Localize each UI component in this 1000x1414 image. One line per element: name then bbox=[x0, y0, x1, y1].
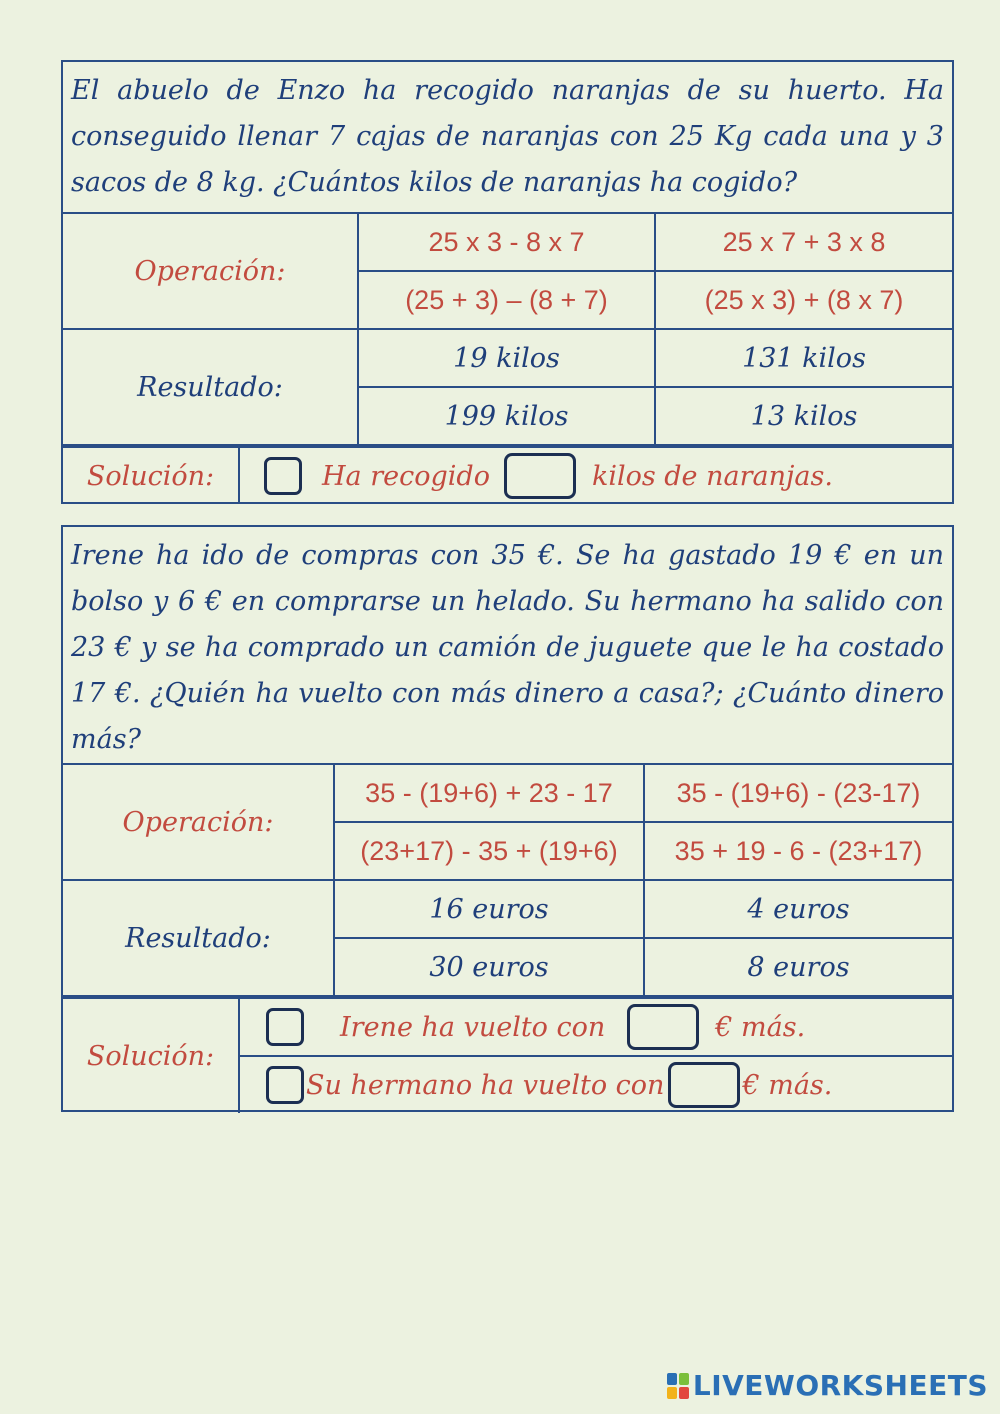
result-option[interactable]: 199 kilos bbox=[359, 388, 656, 446]
solution-sentence-2 bbox=[240, 1057, 952, 1113]
problem-1-table bbox=[63, 212, 952, 446]
liveworksheets-logo bbox=[667, 1369, 988, 1402]
brand-name: LIVEWORKSHEETS bbox=[692, 1369, 988, 1402]
operation-option[interactable]: (25 + 3) – (8 + 7) bbox=[359, 272, 656, 330]
operation-option[interactable]: 35 - (19+6) - (23-17) bbox=[645, 765, 952, 823]
solution-checkbox[interactable] bbox=[264, 457, 302, 495]
solution-text-after: € más. bbox=[715, 1011, 806, 1043]
result-option[interactable]: 131 kilos bbox=[656, 330, 952, 388]
solution-checkbox[interactable] bbox=[266, 1066, 304, 1104]
result-option[interactable]: 4 euros bbox=[645, 881, 952, 939]
liveworksheets-logo-icon bbox=[667, 1373, 689, 1399]
result-label: Resultado: bbox=[63, 881, 335, 997]
solution-text: Irene ha vuelto con bbox=[340, 1011, 606, 1043]
operation-option[interactable]: 35 + 19 - 6 - (23+17) bbox=[645, 823, 952, 881]
solution-checkbox[interactable] bbox=[266, 1008, 304, 1046]
operation-option[interactable]: 35 - (19+6) + 23 - 17 bbox=[335, 765, 645, 823]
problem-2-solution-rows bbox=[63, 997, 952, 1113]
problem-1-statement: El abuelo de Enzo ha recogido naranjas de su huerto. Ha conseguido llenar 7 cajas de naranjas con 25 Kg cada una y 3 sacos de 8 kg. ¿Cuántos kilos de naranjas ha cogido? bbox=[71, 75, 944, 198]
operation-option[interactable]: (23+17) - 35 + (19+6) bbox=[335, 823, 645, 881]
solution-label: Solución: bbox=[63, 999, 240, 1113]
result-option[interactable]: 8 euros bbox=[645, 939, 952, 997]
operation-option[interactable]: 25 x 3 - 8 x 7 bbox=[359, 214, 656, 272]
solution-sentence bbox=[240, 448, 952, 504]
result-option[interactable]: 16 euros bbox=[335, 881, 645, 939]
answer-input[interactable] bbox=[627, 1004, 699, 1050]
result-option[interactable]: 19 kilos bbox=[359, 330, 656, 388]
solution-text: Ha recogido bbox=[322, 460, 490, 492]
problem-2-statement: Irene ha ido de compras con 35 €. Se ha gastado 19 € en un bolso y 6 € en comprarse un helado. Su hermano ha salido con 23 € y se ha comprado un camión de juguete que le ha costado 17 €. ¿Quién ha vuelto con más dinero a casa?; ¿Cuánto dinero más? bbox=[71, 540, 944, 755]
result-label: Resultado: bbox=[63, 330, 359, 446]
solution-label: Solución: bbox=[63, 448, 240, 504]
solution-text: Su hermano ha vuelto con bbox=[306, 1069, 665, 1101]
operation-label: Operación: bbox=[63, 765, 335, 881]
result-option[interactable]: 13 kilos bbox=[656, 388, 952, 446]
solution-text-after: kilos de naranjas. bbox=[591, 460, 833, 492]
operation-label: Operación: bbox=[63, 214, 359, 330]
problem-2 bbox=[61, 525, 954, 1112]
operation-option[interactable]: (25 x 3) + (8 x 7) bbox=[656, 272, 952, 330]
answer-input[interactable] bbox=[504, 453, 576, 499]
solution-text-after: € más. bbox=[742, 1069, 833, 1101]
problem-2-table bbox=[63, 763, 952, 997]
problem-1 bbox=[61, 60, 954, 504]
problem-1-solution-row bbox=[63, 446, 952, 504]
result-option[interactable]: 30 euros bbox=[335, 939, 645, 997]
operation-option[interactable]: 25 x 7 + 3 x 8 bbox=[656, 214, 952, 272]
answer-input[interactable] bbox=[668, 1062, 740, 1108]
solution-sentence-1 bbox=[240, 999, 952, 1057]
